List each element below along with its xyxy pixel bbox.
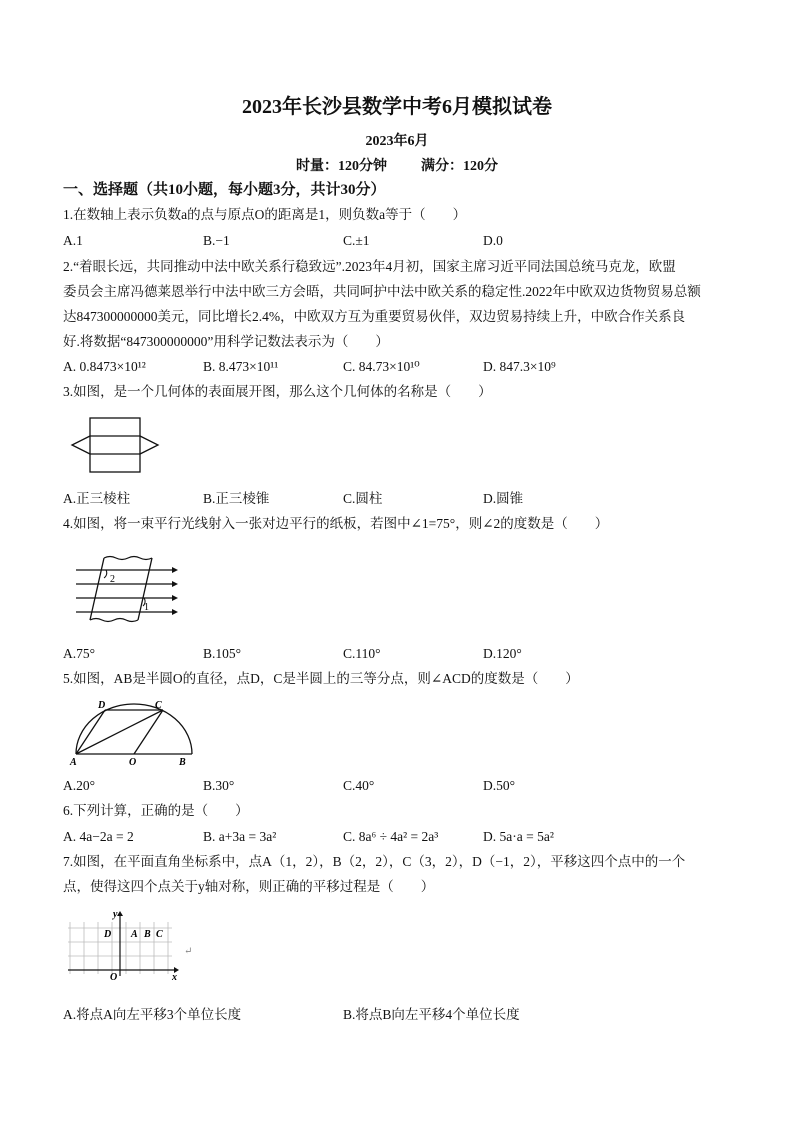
q2-option-c: C. 84.73×10¹⁰ [343,359,420,374]
q5-option-a: A.20° [63,778,96,793]
origin-label: O [110,972,118,982]
q4-option-c: C.110° [343,646,381,661]
point-b-label: B [144,929,151,940]
question-5-text: 5.如图，AB是半圆O的直径，点D，C是半圆上的三等分点，则∠ACD的度数是（ ） [63,671,579,686]
q5-option-b: B.30° [203,778,235,793]
coordinate-grid-figure [64,908,204,982]
q3-option-b: B.正三棱锥 [203,491,270,506]
angle-1-label: 1 [144,602,149,613]
q6-option-d: D. 5a·a = 5a² [483,829,554,844]
question-6-text: 6.下列计算，正确的是（ ） [63,803,249,818]
point-o-label: O [129,757,137,768]
q6-option-c: C. 8a⁶ ÷ 4a² = 2a³ [343,829,439,844]
question-7-line-1: 7.如图，在平面直角坐标系中，点A（1，2），B（2，2），C（3，2），D（−1，2），平移这四个点中的一个 [63,854,686,869]
parallel-light-figure [72,552,182,628]
section-heading: 一、选择题（共10小题，每小题3分，共计30分） [63,182,386,198]
q6-option-b: B. a+3a = 3a² [203,829,277,844]
exam-meta [0,158,794,176]
q4-option-a: A.75° [63,646,96,661]
q6-option-a: A. 4a−2a = 2 [63,829,134,844]
point-d-label: D [104,929,112,940]
point-b-label: B [179,757,186,768]
q3-option-c: C.圆柱 [343,491,383,506]
question-2-line-3: 达847300000000美元，同比增长2.4%，中欧双方互为重要贸易伙伴，双边贸易持续上升，中欧合作关系良 [63,309,686,324]
point-a-label: A [131,929,138,940]
q5-option-c: C.40° [343,778,375,793]
question-2-line-4: 好.将数据“847300000000”用科学记数法表示为（ ） [63,334,389,349]
q1-option-a: A.1 [63,233,83,248]
semicircle-figure [66,698,196,768]
q4-option-d: D.120° [483,646,522,661]
q4-option-b: B.105° [203,646,242,661]
question-3-text: 3.如图，是一个几何体的表面展开图，那么这个几何体的名称是（ ） [63,384,492,399]
point-a-label: A [70,757,77,768]
q7-option-b: B.将点B向左平移4个单位长度 [343,1007,520,1022]
full-score: 满分：120分 [421,159,498,174]
q1-option-b: B.−1 [203,233,230,248]
question-1-text: 1.在数轴上表示负数a的点与原点O的距离是1，则负数a等于（ ） [63,207,467,222]
prism-net-figure [66,414,166,478]
question-7-line-2: 点，使得这四个点关于y轴对称，则正确的平移过程是（ ） [63,879,435,894]
q1-option-d: D.0 [483,233,503,248]
angle-2-label: 2 [110,574,115,585]
time-limit: 时量：120分钟 [296,159,387,174]
q2-option-b: B. 8.473×10¹¹ [203,359,279,374]
paragraph-mark-icon: ↵ [184,946,193,957]
point-d-label: D [98,700,106,711]
q3-option-d: D.圆锥 [483,491,524,506]
question-4-text: 4.如图，将一束平行光线射入一张对边平行的纸板，若图中∠1=75°，则∠2的度数是（ ） [63,516,609,531]
q7-option-a: A.将点A向左平移3个单位长度 [63,1007,242,1022]
point-c-label: C [155,700,162,711]
page-title: 2023年长沙县数学中考6月模拟试卷 [242,96,552,118]
x-axis-label: x [172,972,177,982]
question-2-line-1: 2.“着眼长远，共同推动中法中欧关系行稳致远”.2023年4月初，国家主席习近平同法国总统马克龙，欧盟 [63,259,676,274]
q3-option-a: A.正三棱柱 [63,491,131,506]
question-2-line-2: 委员会主席冯德莱恩举行中法中欧三方会晤，共同呵护中法中欧关系的稳定性.2022年中欧双边货物贸易总额 [63,284,701,299]
y-axis-label: y [113,909,118,920]
q5-option-d: D.50° [483,778,516,793]
q1-option-c: C.±1 [343,233,370,248]
point-c-label: C [156,929,163,940]
exam-date: 2023年6月 [365,134,429,149]
q2-option-a: A. 0.8473×10¹² [63,359,146,374]
q2-option-d: D. 847.3×10⁹ [483,359,556,374]
